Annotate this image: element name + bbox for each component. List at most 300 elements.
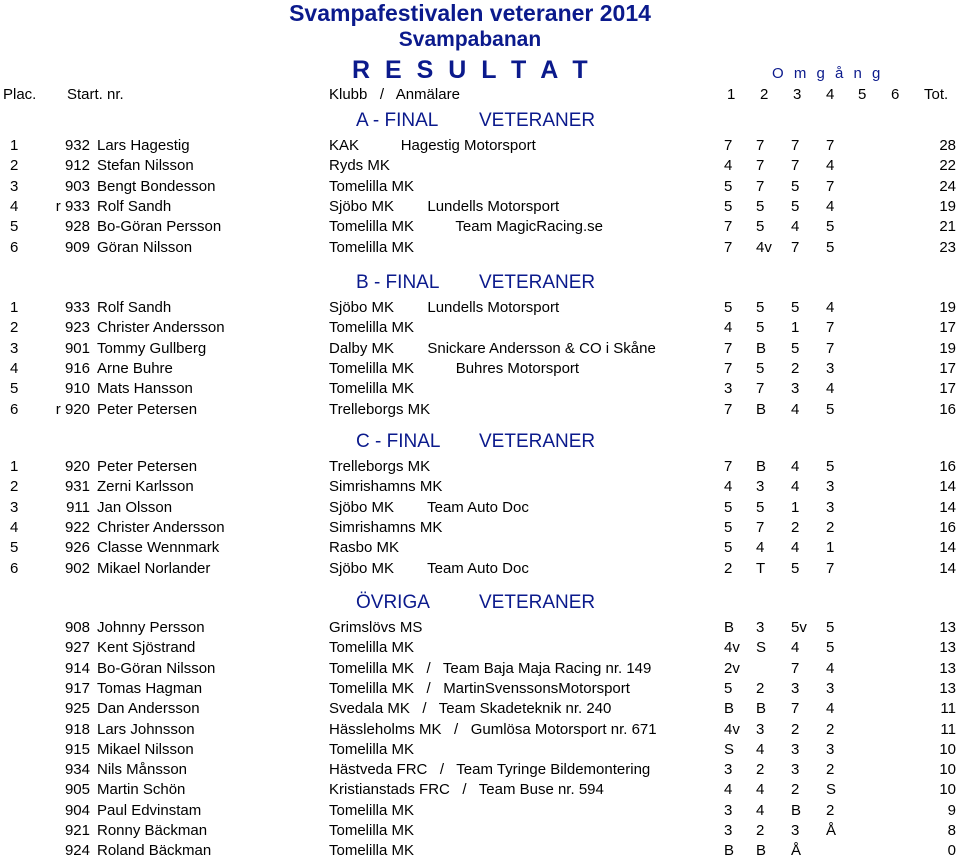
round-1-cell: 3 [724,761,733,779]
omgang-heading: O m g å n g [772,65,884,82]
round-3-cell: 4 [791,639,800,657]
total-cell: 19 [939,339,956,357]
table-row [0,457,960,477]
round-1-cell: 4v [724,639,740,657]
round-2-cell: 7 [756,157,765,175]
round-1-cell: 7 [724,359,733,377]
round-2-cell: 5 [756,299,765,316]
round-1-cell: 5 [724,518,733,536]
round-1-cell: 3 [724,822,733,839]
total-cell: 13 [939,619,956,636]
driver-name-cell: Nils Månsson [97,761,188,779]
driver-name-cell: Lars Hagestig [97,137,190,154]
round-4-cell: 5 [826,218,835,236]
round-4-cell: 4 [826,700,835,718]
club-cell: Tomelilla MK [329,822,415,839]
round-3-cell: 2 [791,359,800,377]
section-heading [356,110,596,132]
round-3-cell: 3 [791,761,800,779]
table-row [0,841,960,861]
section-title: B - FINAL [356,272,440,293]
club-cell: Ryds MK [329,157,390,175]
round-1-cell: B [724,619,735,636]
section-title: C - FINAL [356,431,441,452]
start-number-cell: 910 [64,380,90,398]
start-number-cell: 924 [64,842,90,860]
round-1-cell: 3 [724,380,733,398]
round-4-cell: 4 [826,157,835,175]
table-row [0,699,960,719]
club-cell: Trelleborgs MK [329,400,431,418]
section-title: A - FINAL [356,110,439,131]
round-4-cell: 7 [826,319,835,337]
round-4-cell: 7 [826,339,835,357]
total-cell: 16 [939,458,956,475]
driver-name-cell: Bo-Göran Persson [97,218,222,236]
round-2-cell: 4 [756,801,765,819]
total-cell: 17 [939,319,956,337]
round-1-cell: B [724,700,735,718]
total-cell: 16 [939,518,956,536]
round-1-cell: 4v [724,720,740,738]
round-2-cell: 4 [756,539,765,557]
club-cell: Hässleholms MK / Gumlösa Motorsport nr. 671 [329,720,657,738]
round-1-cell: 3 [724,801,733,819]
round-1-cell: 7 [724,400,733,418]
round-3-cell: 4 [791,218,800,236]
round-4-cell: 3 [826,359,835,377]
col-tot: Tot. [924,86,949,103]
driver-name-cell: Classe Wennmark [97,539,220,557]
col-start: Start. nr. [67,86,124,103]
table-row [0,318,960,338]
driver-name-cell: Roland Bäckman [97,842,212,860]
start-number-cell: 931 [64,478,90,496]
start-number-cell: r 920 [55,400,90,418]
driver-name-cell: Mats Hansson [97,380,193,398]
club-cell: Tomelilla MK [329,380,415,398]
round-1-cell: 7 [724,238,733,256]
club-cell: Tomelilla MK [329,177,415,195]
club-cell: Tomelilla MK [329,238,415,256]
table-row [0,679,960,699]
round-2-cell: 5 [756,218,765,236]
round-4-cell: 5 [826,458,835,475]
table-row [0,359,960,379]
plac-cell: 5 [10,380,19,398]
plac-cell: 5 [10,539,19,557]
start-number-cell: 925 [64,700,90,718]
round-2-cell: B [756,842,767,860]
start-number-cell: 908 [64,619,90,636]
round-4-cell: 3 [826,478,835,496]
round-3-cell: 7 [791,700,800,718]
round-2-cell: 2 [756,679,765,697]
driver-name-cell: Peter Petersen [97,400,198,418]
round-2-cell: B [756,400,767,418]
round-3-cell: 7 [791,137,800,154]
round-2-cell: 5 [756,359,765,377]
round-4-cell: 7 [826,137,835,154]
round-4-cell: 2 [826,518,835,536]
club-cell: Tomelilla MK Buhres Motorsport [329,359,580,377]
start-number-cell: 933 [64,299,90,316]
club-cell: Trelleborgs MK [329,458,431,475]
round-1-cell: 2v [724,659,740,677]
total-cell: 21 [939,218,956,236]
start-number-cell: 928 [64,218,90,236]
total-cell: 0 [947,842,956,860]
start-number-cell: 916 [64,359,90,377]
start-number-cell: 920 [64,458,90,475]
table-row [0,477,960,497]
round-3-cell: 7 [791,157,800,175]
start-number-cell: 904 [64,801,90,819]
page-subtitle: Svampabanan [398,28,542,51]
driver-name-cell: Martin Schön [97,781,186,799]
start-number-cell: 909 [64,238,90,256]
section-heading [356,272,596,294]
start-number-cell: 927 [64,639,90,657]
round-3-cell: 4 [791,400,800,418]
round-4-cell: 4 [826,380,835,398]
plac-cell: 2 [10,319,19,337]
total-cell: 14 [939,559,956,577]
start-number-cell: 902 [64,559,90,577]
club-cell: Tomelilla MK Team MagicRacing.se [329,218,603,236]
club-cell: Tomelilla MK / MartinSvenssonsMotorsport [329,679,630,697]
table-row [0,780,960,800]
plac-cell: 3 [10,177,19,195]
start-number-cell: 912 [64,157,90,175]
driver-name-cell: Johnny Persson [97,619,205,636]
total-cell: 9 [947,801,956,819]
round-4-cell: 4 [826,659,835,677]
section-category: VETERANER [479,110,596,131]
round-3-cell: 7 [791,238,800,256]
total-cell: 13 [939,659,956,677]
driver-name-cell: Lars Johnsson [97,720,195,738]
round-1-cell: 4 [724,478,733,496]
round-4-cell: 7 [826,559,835,577]
driver-name-cell: Tomas Hagman [97,679,203,697]
round-1-cell: 5 [724,299,733,316]
round-2-cell: 7 [756,177,765,195]
round-4-cell: 3 [826,498,835,516]
table-row [0,217,960,237]
section-title: ÖVRIGA [356,592,430,613]
round-3-cell: 3 [791,740,800,758]
driver-name-cell: Stefan Nilsson [97,157,194,175]
col-r1: 1 [727,86,736,103]
driver-name-cell: Mikael Norlander [97,559,211,577]
round-1-cell: 5 [724,679,733,697]
round-4-cell: S [826,781,837,799]
round-2-cell: 5 [756,319,765,337]
round-2-cell: B [756,700,767,718]
section-heading [356,431,596,453]
round-3-cell: B [791,801,802,819]
round-4-cell: 2 [826,720,835,738]
round-2-cell: 3 [756,619,765,636]
round-3-cell: 5 [791,299,800,316]
round-3-cell: 5 [791,177,800,195]
start-number-cell: 917 [64,679,90,697]
table-row [0,760,960,780]
round-2-cell: 5 [756,498,765,516]
total-cell: 16 [939,400,956,418]
plac-cell: 1 [10,137,19,154]
driver-name-cell: Kent Sjöstrand [97,639,196,657]
round-4-cell: 4 [826,299,835,316]
driver-name-cell: Peter Petersen [97,458,198,475]
club-cell: Tomelilla MK [329,801,415,819]
round-4-cell: 5 [826,619,835,636]
table-row [0,638,960,658]
start-number-cell: 932 [64,137,90,154]
club-cell: Sjöbo MK Team Auto Doc [329,559,529,577]
table-row [0,801,960,821]
round-2-cell: 4 [756,740,765,758]
round-2-cell: 5 [756,197,765,215]
total-cell: 17 [939,380,956,398]
round-3-cell: 5v [791,619,807,636]
round-2-cell: 4 [756,781,765,799]
club-cell: Tomelilla MK [329,319,415,337]
total-cell: 13 [939,639,956,657]
total-cell: 10 [939,781,956,799]
plac-cell: 4 [10,359,19,377]
round-2-cell: B [756,458,767,475]
start-number-cell: 901 [64,339,90,357]
total-cell: 14 [939,478,956,496]
table-row [0,156,960,176]
round-1-cell: S [724,740,735,758]
table-row [0,659,960,679]
club-cell: Tomelilla MK / Team Baja Maja Racing nr. 149 [329,659,652,677]
driver-name-cell: Rolf Sandh [97,299,172,316]
club-cell: Sjöbo MK Team Auto Doc [329,498,529,516]
round-3-cell: 2 [791,720,800,738]
club-cell: Tomelilla MK [329,842,415,860]
plac-cell: 6 [10,238,19,256]
round-1-cell: 5 [724,197,733,215]
plac-cell: 2 [10,478,19,496]
section-category: VETERANER [479,592,596,613]
driver-name-cell: Christer Andersson [97,518,225,536]
driver-name-cell: Zerni Karlsson [97,478,194,496]
round-1-cell: 4 [724,157,733,175]
plac-cell: 4 [10,518,19,536]
round-4-cell: 3 [826,679,835,697]
col-klubb: Klubb / Anmälare [329,86,460,103]
result-heading: R E S U L T A T [352,56,592,84]
club-cell: Kristianstads FRC / Team Buse nr. 594 [329,781,604,799]
start-number-cell: 922 [64,518,90,536]
driver-name-cell: Christer Andersson [97,319,225,337]
round-3-cell: 1 [791,319,800,337]
round-4-cell: 7 [826,177,835,195]
plac-cell: 5 [10,218,19,236]
start-number-cell: 923 [64,319,90,337]
round-3-cell: 1 [791,498,800,516]
round-4-cell: 3 [826,740,835,758]
total-cell: 13 [939,679,956,697]
driver-name-cell: Bo-Göran Nilsson [97,659,216,677]
total-cell: 11 [940,720,956,738]
total-cell: 10 [939,740,956,758]
round-3-cell: 3 [791,679,800,697]
total-cell: 17 [939,359,956,377]
round-1-cell: B [724,842,735,860]
round-2-cell: S [756,639,767,657]
round-3-cell: 5 [791,197,800,215]
total-cell: 19 [939,299,956,316]
start-number-cell: 903 [64,177,90,195]
table-row [0,821,960,841]
table-row [0,400,960,420]
page-title: Svampafestivalen veteraner 2014 [289,0,651,26]
round-2-cell: T [756,559,766,577]
start-number-cell: 921 [64,822,90,839]
round-2-cell: 4v [756,238,772,256]
round-3-cell: 3 [791,822,800,839]
driver-name-cell: Paul Edvinstam [97,801,202,819]
round-2-cell: 7 [756,380,765,398]
driver-name-cell: Dan Andersson [97,700,200,718]
start-number-cell: 934 [64,761,90,779]
round-4-cell: 2 [826,761,835,779]
round-4-cell: 4 [826,197,835,215]
round-1-cell: 2 [724,559,733,577]
round-1-cell: 7 [724,339,733,357]
club-cell: Svedala MK / Team Skadeteknik nr. 240 [329,700,612,718]
total-cell: 14 [939,498,956,516]
col-r6: 6 [891,86,900,103]
round-2-cell: 7 [756,518,765,536]
section-heading [356,592,596,614]
table-row [0,298,960,318]
table-row [0,720,960,740]
table-row [0,498,960,518]
round-4-cell: 1 [826,539,835,557]
round-3-cell: Å [791,842,802,860]
round-3-cell: 4 [791,539,800,557]
table-row [0,379,960,399]
total-cell: 10 [939,761,956,779]
plac-cell: 6 [10,400,19,418]
table-row [0,538,960,558]
start-number-cell: 926 [64,539,90,557]
round-4-cell: 2 [826,801,835,819]
start-number-cell: r 933 [55,197,90,215]
round-1-cell: 5 [724,177,733,195]
table-row [0,518,960,538]
table-row [0,177,960,197]
total-cell: 19 [939,197,956,215]
club-cell: KAK Hagestig Motorsport [329,137,536,154]
total-cell: 8 [947,822,956,839]
col-r4: 4 [826,86,835,103]
round-1-cell: 4 [724,319,733,337]
driver-name-cell: Göran Nilsson [97,238,193,256]
driver-name-cell: Jan Olsson [97,498,173,516]
total-cell: 24 [939,177,956,195]
driver-name-cell: Rolf Sandh [97,197,172,215]
round-4-cell: Å [826,822,837,839]
table-row [0,339,960,359]
total-cell: 23 [939,238,956,256]
round-2-cell: B [756,339,767,357]
club-cell: Simrishamns MK [329,478,443,496]
round-1-cell: 7 [724,137,733,154]
round-2-cell: 7 [756,137,765,154]
club-cell: Tomelilla MK [329,740,415,758]
section-category: VETERANER [479,431,596,452]
club-cell: Dalby MK Snickare Andersson & CO i Skåne [329,339,656,357]
column-header-row [0,86,960,106]
col-r2: 2 [760,86,769,103]
round-4-cell: 5 [826,639,835,657]
col-r5: 5 [858,86,867,103]
start-number-cell: 905 [64,781,90,799]
club-cell: Rasbo MK [329,539,400,557]
driver-name-cell: Mikael Nilsson [97,740,194,758]
round-4-cell: 5 [826,400,835,418]
club-cell: Hästveda FRC / Team Tyringe Bildemontering [329,761,651,779]
plac-cell: 2 [10,157,19,175]
total-cell: 22 [939,157,956,175]
club-cell: Simrishamns MK [329,518,443,536]
table-row [0,136,960,156]
plac-cell: 1 [10,458,19,475]
start-number-cell: 915 [64,740,90,758]
round-3-cell: 7 [791,659,800,677]
total-cell: 28 [939,137,956,154]
round-1-cell: 7 [724,458,733,475]
round-3-cell: 3 [791,380,800,398]
plac-cell: 1 [10,299,19,316]
round-3-cell: 4 [791,458,800,475]
round-2-cell: 3 [756,478,765,496]
driver-name-cell: Tommy Gullberg [97,339,207,357]
plac-cell: 6 [10,559,19,577]
table-row [0,559,960,579]
start-number-cell: 918 [64,720,90,738]
club-cell: Grimslövs MS [329,619,423,636]
round-2-cell: 3 [756,720,765,738]
start-number-cell: 911 [66,498,90,516]
total-cell: 11 [940,700,956,718]
total-cell: 14 [939,539,956,557]
section-category: VETERANER [479,272,596,293]
table-row [0,740,960,760]
round-3-cell: 5 [791,339,800,357]
club-cell: Sjöbo MK Lundells Motorsport [329,197,560,215]
driver-name-cell: Bengt Bondesson [97,177,216,195]
start-number-cell: 914 [64,659,90,677]
club-cell: Sjöbo MK Lundells Motorsport [329,299,560,316]
round-3-cell: 4 [791,478,800,496]
round-2-cell: 2 [756,822,765,839]
plac-cell: 3 [10,339,19,357]
round-3-cell: 2 [791,518,800,536]
driver-name-cell: Ronny Bäckman [97,822,208,839]
round-1-cell: 4 [724,781,733,799]
round-1-cell: 5 [724,498,733,516]
col-plac: Plac. [3,86,37,103]
driver-name-cell: Arne Buhre [97,359,173,377]
